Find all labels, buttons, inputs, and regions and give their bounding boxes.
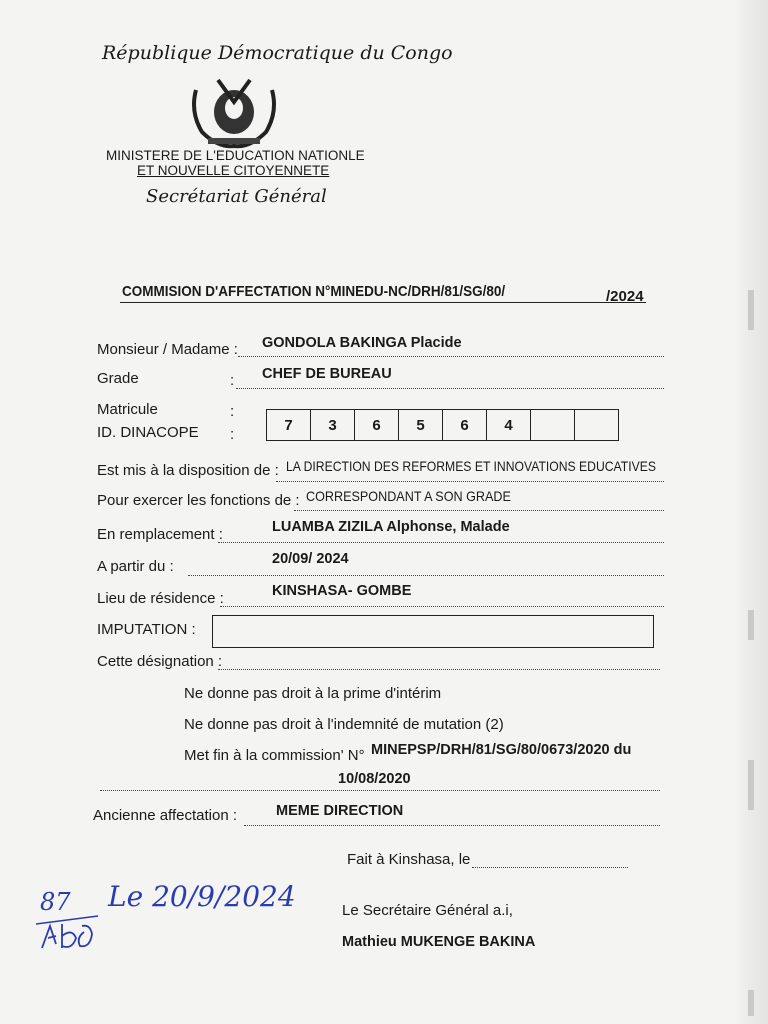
designation-dotline	[218, 669, 660, 670]
document-title	[122, 283, 548, 300]
grade-colon: :	[230, 372, 235, 389]
imputation-box[interactable]	[212, 615, 654, 648]
date-dotline	[472, 867, 628, 868]
ancienne-label: Ancienne affectation :	[93, 807, 237, 824]
disposition-value-wrap	[286, 458, 711, 474]
title-year: /2024	[606, 288, 644, 305]
handwritten-initials-icon	[32, 910, 102, 954]
ancienne-value: MEME DIRECTION	[276, 803, 404, 819]
scan-mark	[748, 760, 754, 810]
residence-label: Lieu de résidence :	[97, 590, 224, 607]
handwritten-date: Le 20/9/2024	[108, 880, 296, 913]
scan-mark	[748, 990, 754, 1016]
partir-label: A partir du :	[97, 558, 174, 575]
partir-value: 20/09/ 2024	[272, 551, 349, 567]
partir-dotline	[188, 575, 664, 576]
commission-dotline	[100, 790, 660, 791]
remplacement-label: En remplacement :	[97, 526, 223, 543]
matricule-digit	[531, 410, 575, 440]
title-underline	[120, 302, 646, 303]
condition-fin-commission: Met fin à la commission' N°	[184, 747, 365, 764]
matricule-digit: 5	[399, 410, 443, 440]
residence-dotline	[220, 606, 664, 607]
condition-prime-interim: Ne donne pas droit à la prime d'intérim	[184, 685, 442, 702]
secretariat-heading: Secrétariat Général	[146, 186, 327, 207]
ministry-line-1: MINISTERE DE L'EDUCATION NATIONLE	[106, 148, 365, 163]
remplacement-value: LUAMBA ZIZILA Alphonse, Malade	[272, 519, 510, 535]
handwritten-number: 87	[40, 888, 71, 916]
fonctions-label: Pour exercer les fonctions de :	[97, 492, 300, 509]
signer-title: Le Secrétaire Général a.i,	[342, 902, 513, 919]
page-edge	[734, 0, 768, 1024]
fonctions-value-wrap	[306, 488, 534, 504]
signer-name: Mathieu MUKENGE BAKINA	[342, 934, 536, 950]
matricule-label: Matricule	[97, 401, 158, 418]
matricule-digit: 7	[267, 410, 311, 440]
ministry-line-2: ET NOUVELLE CITOYENNETE	[137, 163, 330, 178]
monsieur-value: GONDOLA BAKINGA Placide	[262, 335, 462, 351]
monsieur-label: Monsieur / Madame :	[97, 341, 238, 358]
condition-indemnite-mutation: Ne donne pas droit à l'indemnité de mutation (2)	[184, 716, 504, 733]
commission-number: MINEPSP/DRH/81/SG/80/0673/2020 du	[371, 742, 632, 758]
matricule-digit: 6	[355, 410, 399, 440]
matricule-colon: :	[230, 403, 235, 420]
matricule-digit: 6	[443, 410, 487, 440]
matricule-boxes	[266, 409, 619, 441]
disposition-value: LA DIRECTION DES REFORMES ET INNOVATIONS EDUCATIVES	[286, 458, 656, 474]
designation-label: Cette désignation :	[97, 653, 223, 670]
scan-mark	[748, 610, 754, 640]
matricule-digit	[575, 410, 618, 440]
grade-dotline	[236, 388, 664, 389]
matricule-digit: 3	[311, 410, 355, 440]
matricule-digit: 4	[487, 410, 531, 440]
disposition-dotline	[276, 481, 664, 482]
fonctions-dotline	[294, 510, 664, 511]
dinacope-colon: :	[230, 426, 235, 443]
title-prefix: COMMISION D'AFFECTATION N°MINEDU-NC/DRH/81/SG/80/	[122, 283, 506, 300]
grade-label: Grade	[97, 370, 139, 387]
commission-date: 10/08/2020	[338, 771, 411, 787]
republic-heading: République Démocratique du Congo	[102, 42, 453, 64]
fait-a-kinshasa: Fait à Kinshasa, le	[347, 851, 471, 868]
ancienne-dotline	[244, 825, 660, 826]
fonctions-value: CORRESPONDANT A SON GRADE	[306, 488, 511, 504]
remplacement-dotline	[218, 542, 664, 543]
monsieur-dotline	[238, 356, 664, 357]
residence-value: KINSHASA- GOMBE	[272, 583, 412, 599]
coat-of-arms-emblem-icon	[188, 72, 280, 150]
grade-value: CHEF DE BUREAU	[262, 366, 392, 382]
disposition-label: Est mis à la disposition de :	[97, 462, 279, 479]
dinacope-label: ID. DINACOPE	[97, 424, 199, 441]
scan-mark	[748, 290, 754, 330]
imputation-label: IMPUTATION :	[97, 621, 196, 638]
